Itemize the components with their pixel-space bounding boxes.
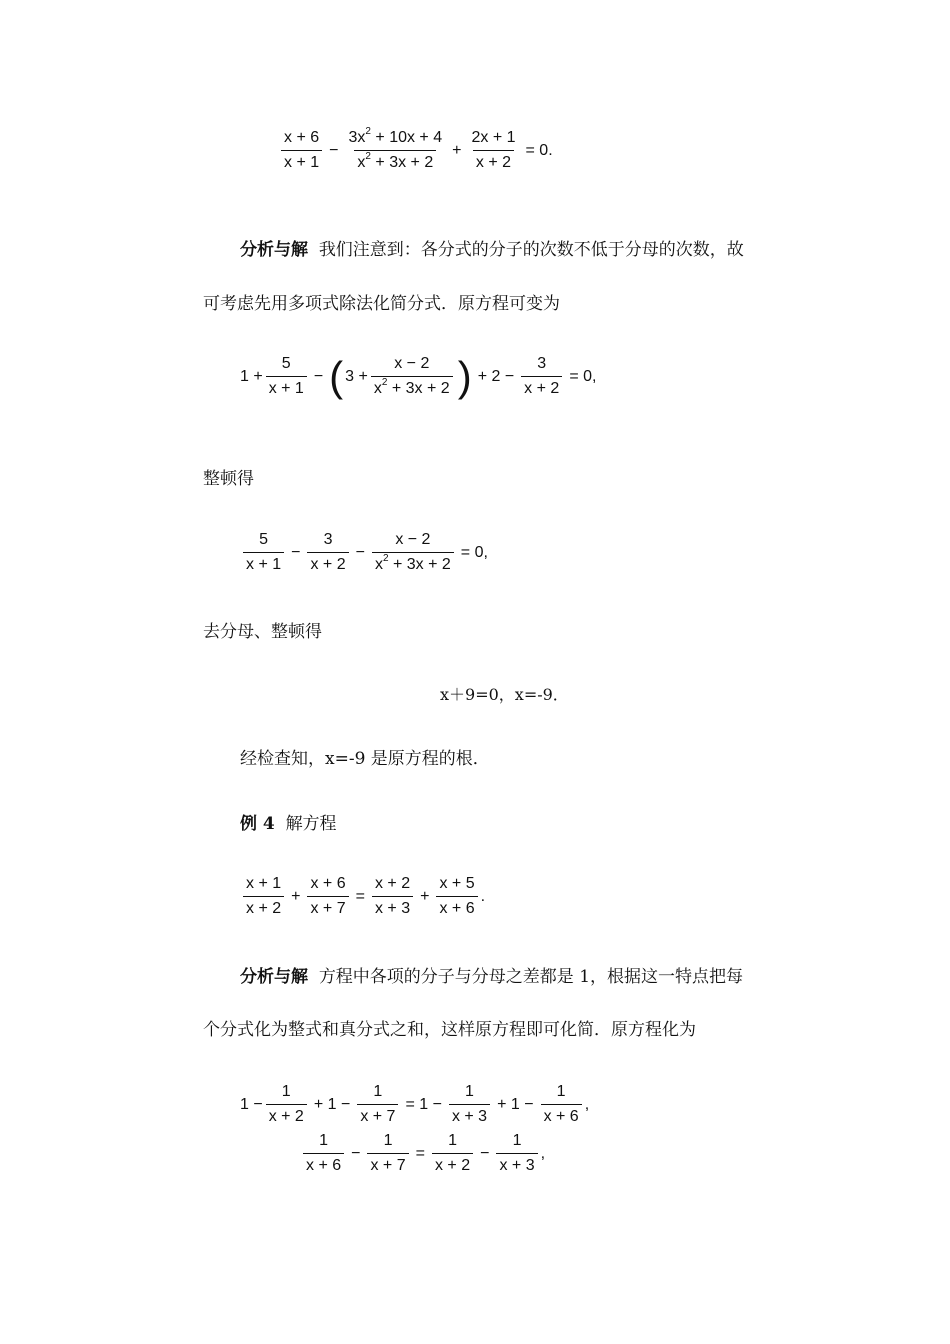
equation-4: x + 1 x + 2 + $\frac{x + 6}{x + 7}$ = $\frac{x + 2}{x + 3}$ + $\frac{x + 5}{x + 6}$ . <box>240 874 485 919</box>
fraction: $\frac{x + 2}{x + 3}$ <box>372 874 413 919</box>
fraction: $\frac{1}{x + 2}$ <box>266 1082 307 1127</box>
equation-5: 1 − $\frac{1}{x + 2}$ + 1 − $\frac{1}{x + 7}$ = 1 − $\frac{1}{x + 3}$ + 1 − $\frac{1}{x + 6}$ , <box>240 1083 590 1125</box>
result-line: x＋9=0，x=-9． <box>440 685 569 704</box>
fraction: $\frac{1}{x + 3}$ <box>496 1131 537 1176</box>
fraction: 5 x + 1 <box>243 530 284 575</box>
analysis-paragraph-2-line-1: 分析与解 方程中各项的分子与分母之差都是 1，根据这一特点把每 <box>240 967 744 987</box>
fraction: $\frac{1}{x + 7}$ <box>357 1082 398 1127</box>
fraction: $\frac{x - 2}{x^2 + 3x + 2}$ <box>372 530 454 575</box>
simplify-text-2: 去分母、整顿得 <box>203 622 322 642</box>
fraction: x + 6 x + 1 <box>281 128 322 173</box>
fraction: $\frac{1}{x + 3}$ <box>449 1082 490 1127</box>
analysis-paragraph-2-line-2: 个分式化为整式和真分式之和，这样原方程即可化简．原方程化为 <box>203 1020 696 1040</box>
fraction: $\frac{3}{x + 2}$ <box>521 354 562 399</box>
example-4-heading: 例 4 解方程 <box>240 814 337 834</box>
equation-6: 1 x + 6 − $\frac{1}{x + 7}$ = $\frac{1}{x + 2}$ − $\frac{1}{x + 3}$ , <box>300 1131 545 1176</box>
fraction: $\frac{1}{x + 2}$ <box>432 1131 473 1176</box>
check-line: 经检查知，x=-9 是原方程的根． <box>240 749 490 769</box>
fraction: $\frac{1}{x + 6}$ <box>541 1082 582 1127</box>
analysis-paragraph-1-line-2: 可考虑先用多项式除法化简分式．原方程可变为 <box>203 294 560 314</box>
equation-3: 5 x + 1 − $\frac{3}{x + 2}$ − $\frac{x - 2}{x^2 + 3x + 2}$ = 0, <box>240 530 492 575</box>
left-paren: ( <box>329 352 344 400</box>
fraction: $\frac{1}{x + 7}$ <box>367 1131 408 1176</box>
fraction: $\frac{x - 2}{x^2 + 3x + 2}$ <box>371 354 453 399</box>
fraction: $\frac{x + 5}{x + 6}$ <box>436 874 477 919</box>
analysis-paragraph-1-line-1: 分析与解 我们注意到：各分式的分子的次数不低于分母的次数，故 <box>240 240 744 260</box>
right-paren: ) <box>457 352 472 400</box>
equation-2: 1 + $\frac{5}{x + 1}$ − ( 3 + $\frac{x - 2}{x^2 + 3x + 2}$ ) + 2 − $\frac{3}{x + 2}$ = 0, <box>240 352 597 400</box>
fraction: $\frac{2x + 1}{x + 2}$ <box>471 129 516 171</box>
fraction: $\frac{5}{x + 1}$ <box>266 354 307 399</box>
fraction: 1 x + 6 <box>303 1131 344 1176</box>
equation-1: x + 6 x + 1 − $\frac{3x^2 + 10x + 4}{x^2 + 3x + 2}$ + $\frac{2x + 1}{x + 2}$ = 0. <box>278 128 557 173</box>
fraction: $\frac{x + 6}{x + 7}$ <box>307 874 348 919</box>
simplify-text-1: 整顿得 <box>203 469 254 489</box>
fraction: x + 1 x + 2 <box>243 874 284 919</box>
fraction: $\frac{3}{x + 2}$ <box>307 530 348 575</box>
fraction: $\frac{3x^2 + 10x + 4}{x^2 + 3x + 2}$ <box>348 125 443 171</box>
